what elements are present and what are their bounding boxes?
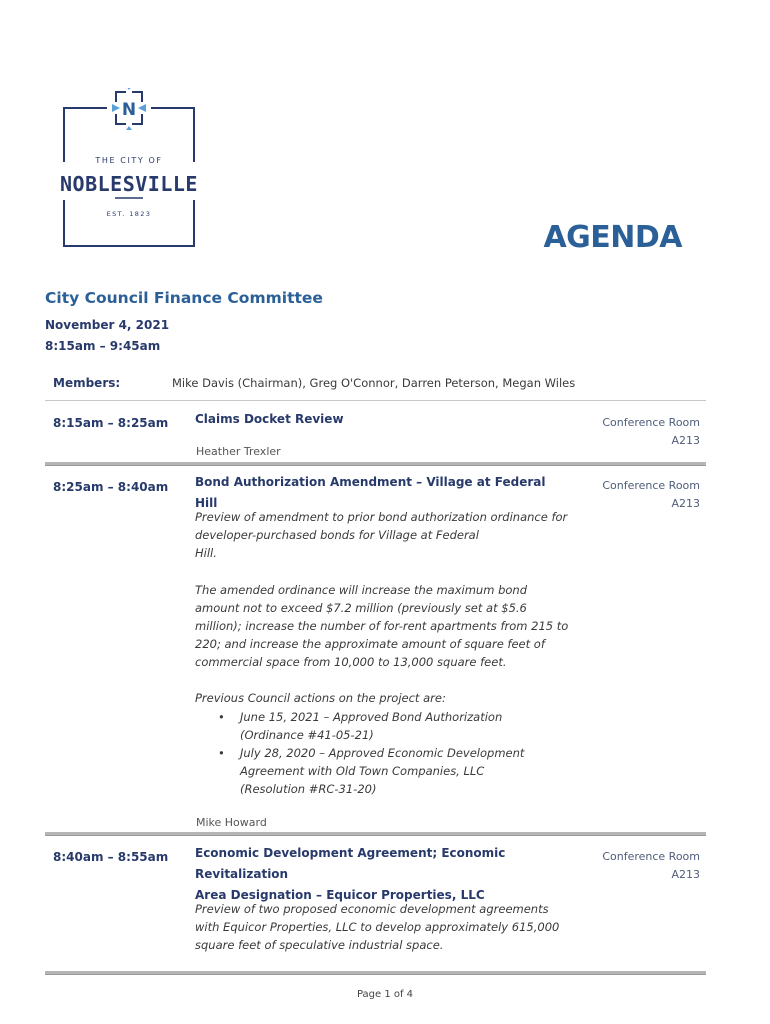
item-3-title: Economic Development Agreement; Economic Revitalization Area Designation – Equicor Properties, LLC xyxy=(195,846,506,902)
description-line: million); increase the number of for-rent apartments from 215 to xyxy=(195,619,569,633)
location-number: A213 xyxy=(671,868,700,881)
page-number: Page 1 of 4 xyxy=(356,989,414,1000)
members-label: Members: xyxy=(53,376,121,390)
members-list: Mike Davis (Chairman), Greg O'Connor, Darren Peterson, Megan Wiles xyxy=(172,376,576,390)
logo-city-name: NOBLESVILLE xyxy=(60,172,198,196)
meeting-date: November 4, 2021 xyxy=(45,318,170,332)
list-item: • June 15, 2021 – Approved Bond Authorization (Ordinance #41-05-21) xyxy=(218,710,503,742)
bullet-icon: • xyxy=(218,710,225,724)
location-number: A213 xyxy=(671,434,700,447)
meeting-time: 8:15am – 9:45am xyxy=(45,339,161,353)
item-3-description xyxy=(195,900,585,954)
description-line: 220; and increase the approximate amount of square feet of xyxy=(195,637,545,651)
divider xyxy=(45,400,706,401)
description-line: square feet of speculative industrial space. xyxy=(195,938,444,952)
description-line: The amended ordinance will increase the maximum bond xyxy=(195,583,528,597)
item-3-location xyxy=(580,848,700,884)
location-room: Conference Room xyxy=(602,850,700,863)
item-1-time: 8:15am – 8:25am xyxy=(53,416,169,430)
description-line: Hill. xyxy=(195,546,217,560)
list-item: • July 28, 2020 – Approved Economic Development Agreement with Old Town Companies, LLC (Resolution #RC-31-20) xyxy=(218,746,525,796)
item-2-time: 8:25am – 8:40am xyxy=(53,480,169,494)
item-1-presenter: Heather Trexler xyxy=(196,445,281,458)
logo-frame xyxy=(60,88,198,248)
description-line: amount not to exceed $7.2 million (previously set at $5.6 xyxy=(195,601,527,615)
description-line: developer-purchased bonds for Village at Federal xyxy=(195,528,479,542)
city-logo xyxy=(60,88,198,248)
item-1-location xyxy=(580,414,700,450)
divider xyxy=(45,832,706,836)
bullet-icon: • xyxy=(218,746,225,760)
description-line: commercial space from 10,000 to 13,000 square feet. xyxy=(195,655,507,669)
item-3-time: 8:40am – 8:55am xyxy=(53,850,169,864)
location-number: A213 xyxy=(671,497,700,510)
description-line: Preview of two proposed economic development agreements xyxy=(195,902,549,916)
description-line: with Equicor Properties, LLC to develop approximately 615,000 xyxy=(195,920,560,934)
logo-monogram: N xyxy=(121,100,137,120)
item-2-details xyxy=(195,581,585,671)
location-room: Conference Room xyxy=(602,416,700,429)
item-2-actions-list xyxy=(218,708,548,798)
divider xyxy=(45,462,706,466)
item-1-title: Claims Docket Review xyxy=(195,412,344,426)
logo-line-1: THE CITY OF xyxy=(95,156,163,165)
divider xyxy=(45,971,706,975)
item-2-presenter: Mike Howard xyxy=(196,816,267,829)
description-line: Preview of amendment to prior bond authorization ordinance for xyxy=(195,510,568,524)
item-2-description xyxy=(195,508,585,562)
committee-name: City Council Finance Committee xyxy=(45,289,323,307)
item-2-title: Bond Authorization Amendment – Village at Federal Hill xyxy=(195,475,546,510)
agenda-title: AGENDA xyxy=(543,220,682,255)
logo-established: EST. 1823 xyxy=(106,210,152,218)
location-room: Conference Room xyxy=(602,479,700,492)
item-2-location xyxy=(580,477,700,513)
item-2-actions-intro: Previous Council actions on the project are: xyxy=(195,691,446,705)
